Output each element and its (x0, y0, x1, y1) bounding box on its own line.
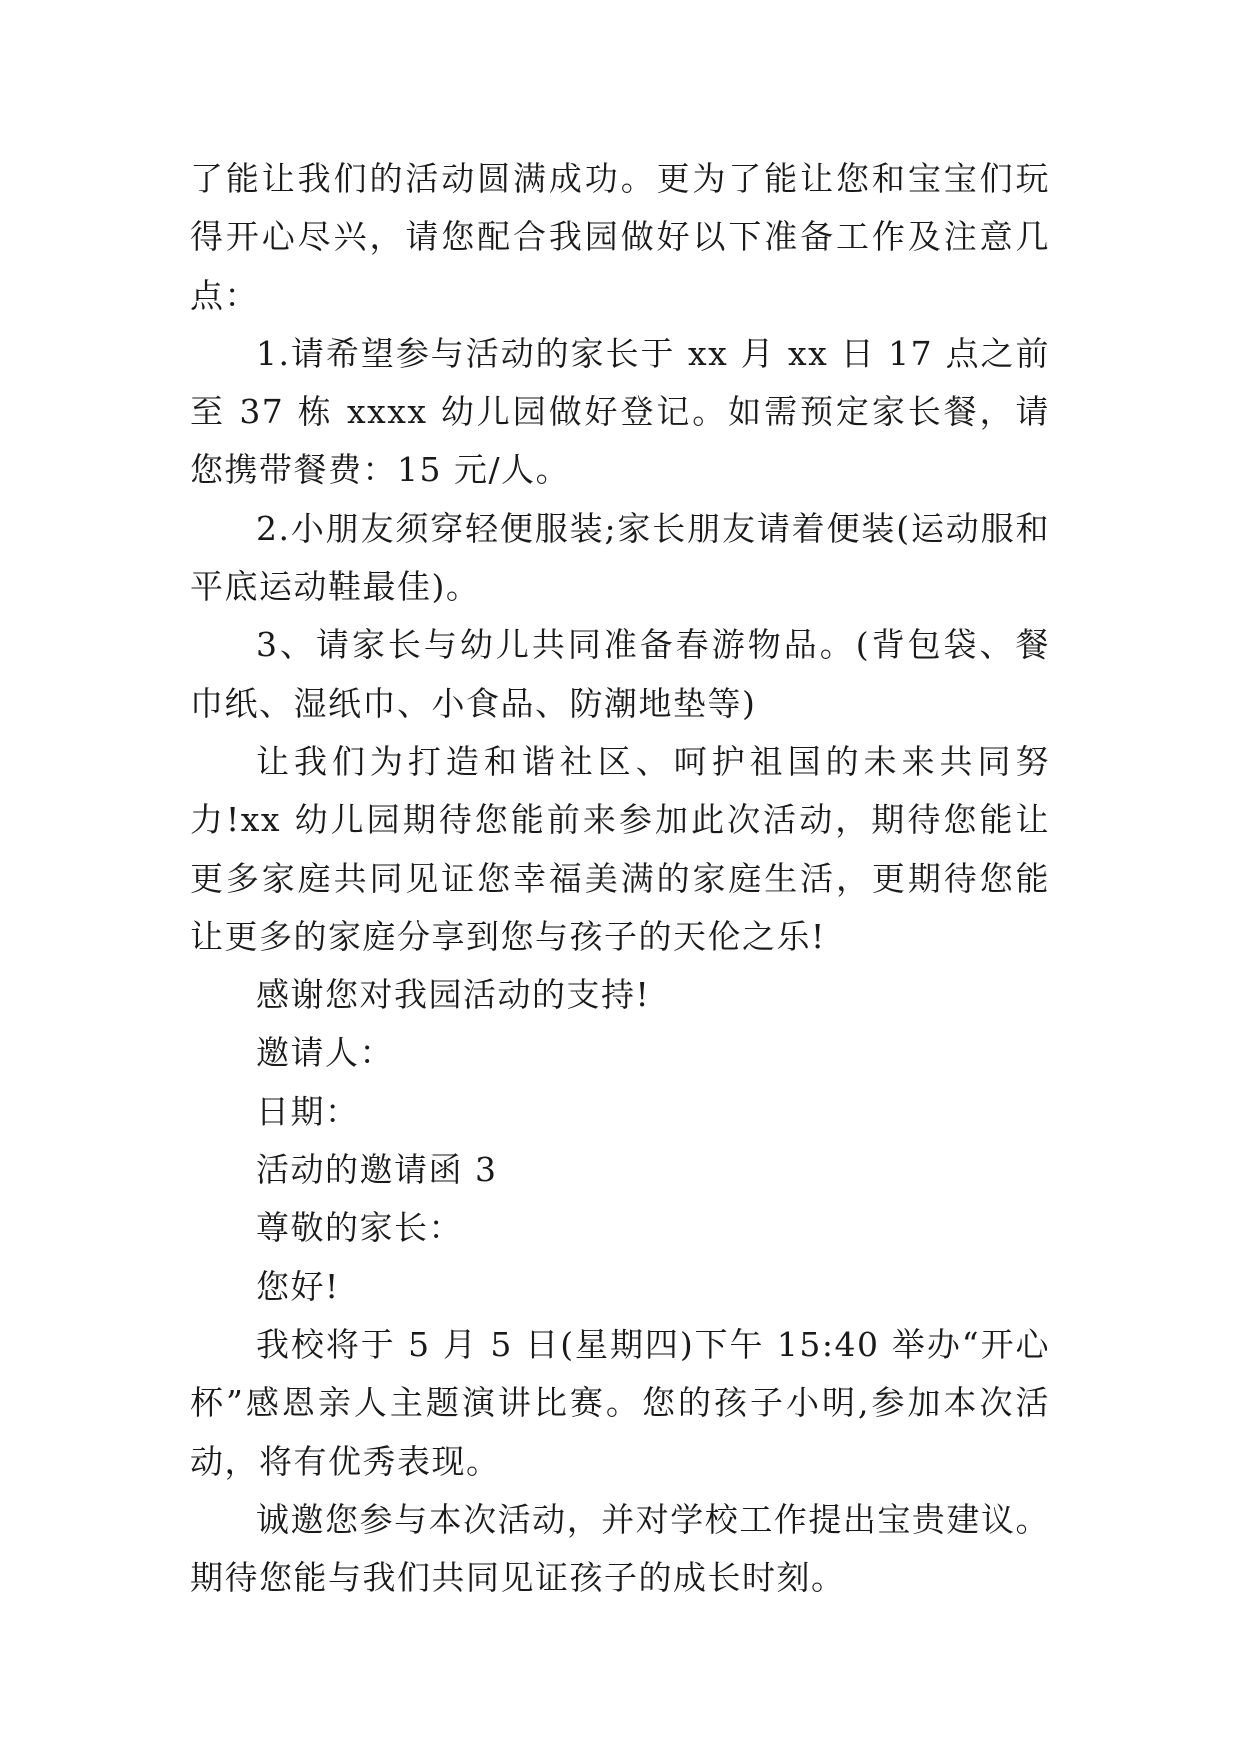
date-line: 日期： (256, 1091, 360, 1131)
document-body (190, 150, 1050, 1607)
paragraph-item-3: 3、请家长与幼儿共同准备春游物品。(背包袋、餐巾纸、湿纸巾、小食品、防潮地垫等) (190, 625, 1050, 723)
paragraph-invitation: 诚邀您参与本次活动，并对学校工作提出宝贵建议。期待您能与我们共同见证孩子的成长时刻。 (190, 1499, 1050, 1598)
greeting: 您好! (256, 1266, 340, 1306)
paragraph-intro-continuation: 了能让我们的活动圆满成功。更为了能让您和宝宝们玩得开心尽兴，请您配合我园做好以下准备工作及注意几点： (190, 159, 1050, 315)
paragraph-thanks: 感谢您对我园活动的支持! (256, 975, 651, 1015)
paragraph-event: 我校将于 5 月 5 日(星期四)下午 15:40 举办“开心杯”感恩亲人主题演讲比赛。您的孩子小明,参加本次活动，将有优秀表现。 (190, 1324, 1050, 1481)
paragraph-closing: 让我们为打造和谐社区、呵护祖国的未来共同努力!xx 幼儿园期待您能前来参加此次活动，期待您能让更多家庭共同见证您幸福美满的家庭生活，更期待您能让更多的家庭分享到您与孩子的天伦之乐! (190, 741, 1050, 956)
inviter-line: 邀请人： (256, 1033, 394, 1073)
section-heading: 活动的邀请函 3 (256, 1150, 498, 1190)
salutation: 尊敬的家长： (256, 1208, 463, 1248)
paragraph-item-2: 2.小朋友须穿轻便服装;家长朋友请着便装(运动服和平底运动鞋最佳)。 (190, 508, 1050, 607)
paragraph-item-1: 1.请希望参与活动的家长于 xx 月 xx 日 17 点之前至 37 栋 xxxx 幼儿园做好登记。如需预定家长餐，请您携带餐费：15 元/人。 (190, 333, 1050, 490)
